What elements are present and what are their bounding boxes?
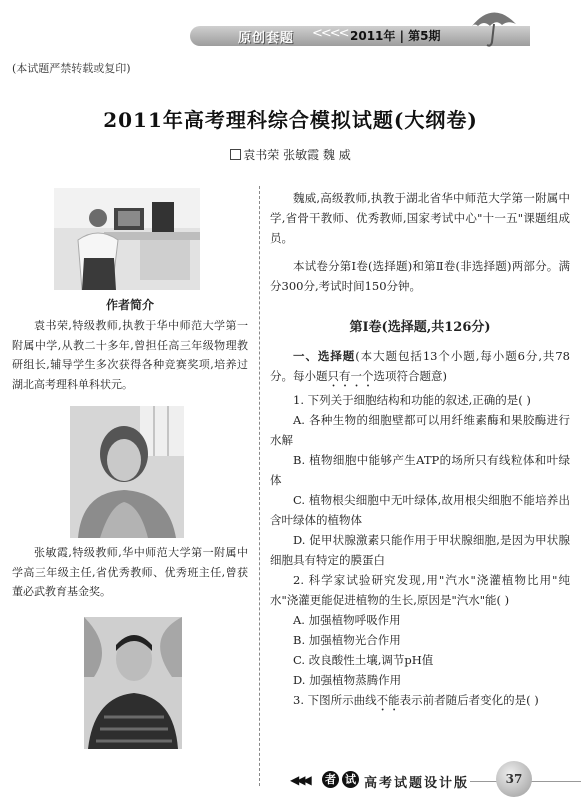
footer-badge-1: 者: [322, 771, 339, 788]
page-number: 37: [496, 761, 532, 797]
question-2-option-a: A. 加强植物呼吸作用: [293, 613, 401, 627]
footer-badge-2: 试: [342, 771, 359, 788]
bio-yuan: 袁书荣,特级教师,执教于华中师范大学第一附属中学,从教二十多年,曾担任高三年级物理教研组长,辅导学生多次获得各种竞赛奖项,培养过湖北高考理科单科状元。: [12, 319, 248, 391]
question-2-option-b: B. 加强植物光合作用: [293, 633, 401, 647]
bio-wei: 魏威,高级教师,执教于湖北省华中师范大学第一附属中学,省骨干教师、优秀教师,国家考试中心"十一五"课题组成员。: [270, 191, 570, 245]
footer-arrows-icon: ◀◀◀: [290, 773, 309, 787]
issue-label: 2011年 | 第5期: [350, 29, 441, 43]
exam-intro: 本试卷分第Ⅰ卷(选择题)和第Ⅱ卷(非选择题)两部分。满分300分,考试时间150分钟。: [270, 259, 570, 293]
mc-description-b: 选项符合题意): [373, 369, 447, 383]
bio-heading: 作者简介: [105, 298, 154, 312]
mc-label: 一、选择题: [293, 349, 356, 363]
footer-title: 高考试题设计版: [364, 776, 470, 791]
header-arrows: <<<<: [312, 26, 348, 41]
mc-description-emph: 只有一个: [327, 369, 374, 383]
question-3-stem: [270, 690, 570, 714]
question-2-option-d: D. 加强植物蒸腾作用: [293, 673, 402, 687]
page-header: [0, 0, 581, 52]
question-1-stem: 1. 下列关于细胞结构和功能的叙述,正确的是( ): [293, 393, 531, 407]
mc-instructions: [270, 346, 570, 390]
question-1-option-b: B. 植物细胞中能够产生ATP的场所只有线粒体和叶绿体: [270, 453, 570, 487]
bio-zhang: 张敏霞,特级教师,华中师范大学第一附属中学高三年级主任,省优秀教师、优秀班主任,曾获董必武教育基金奖。: [12, 546, 248, 598]
question-3-emph: 不能: [376, 693, 400, 707]
mc-description-a: (本大题包括13个小题,每小题6分,共78分。每小题: [270, 349, 570, 383]
column-divider: [259, 186, 260, 786]
author-photo-yuan: [54, 188, 200, 290]
checkbox-icon: [230, 149, 241, 160]
copyright-notice: (本试题严禁转载或复印): [12, 62, 131, 75]
author-names: 袁书荣 张敏霞 魏 威: [243, 148, 351, 162]
question-2-option-c: C. 改良酸性土壤,调节pH值: [293, 653, 434, 667]
question-1-option-d: D. 促甲状腺激素只能作用于甲状腺细胞,是因为甲状腺细胞具有特定的膜蛋白: [270, 533, 570, 567]
question-1-option-c: C. 植物根尖细胞中无叶绿体,故用根尖细胞不能培养出含叶绿体的植物体: [270, 493, 570, 527]
author-photo-zhang: [70, 406, 184, 538]
question-2-stem: 2. 科学家试验研究发现,用"汽水"浇灌植物比用"纯水"浇灌更能促进植物的生长,原因是"汽水"能( ): [270, 573, 570, 607]
column-name: 原创套题: [238, 31, 295, 46]
page-title: 2011年高考理科综合模拟试题(大纲卷): [103, 108, 478, 132]
page-footer: [0, 765, 581, 800]
question-1-option-a: A. 各种生物的细胞壁都可以用纤维素酶和果胶酶进行水解: [270, 413, 570, 447]
question-3-a: 3. 下图所示曲线: [293, 693, 377, 707]
umbrella-icon: [468, 4, 518, 50]
question-3-b: 表示前者随后者变化的是( ): [399, 693, 539, 707]
section-title: 第Ⅰ卷(选择题,共126分): [349, 320, 491, 335]
author-photo-wei: [84, 617, 182, 749]
author-line: [0, 146, 581, 163]
